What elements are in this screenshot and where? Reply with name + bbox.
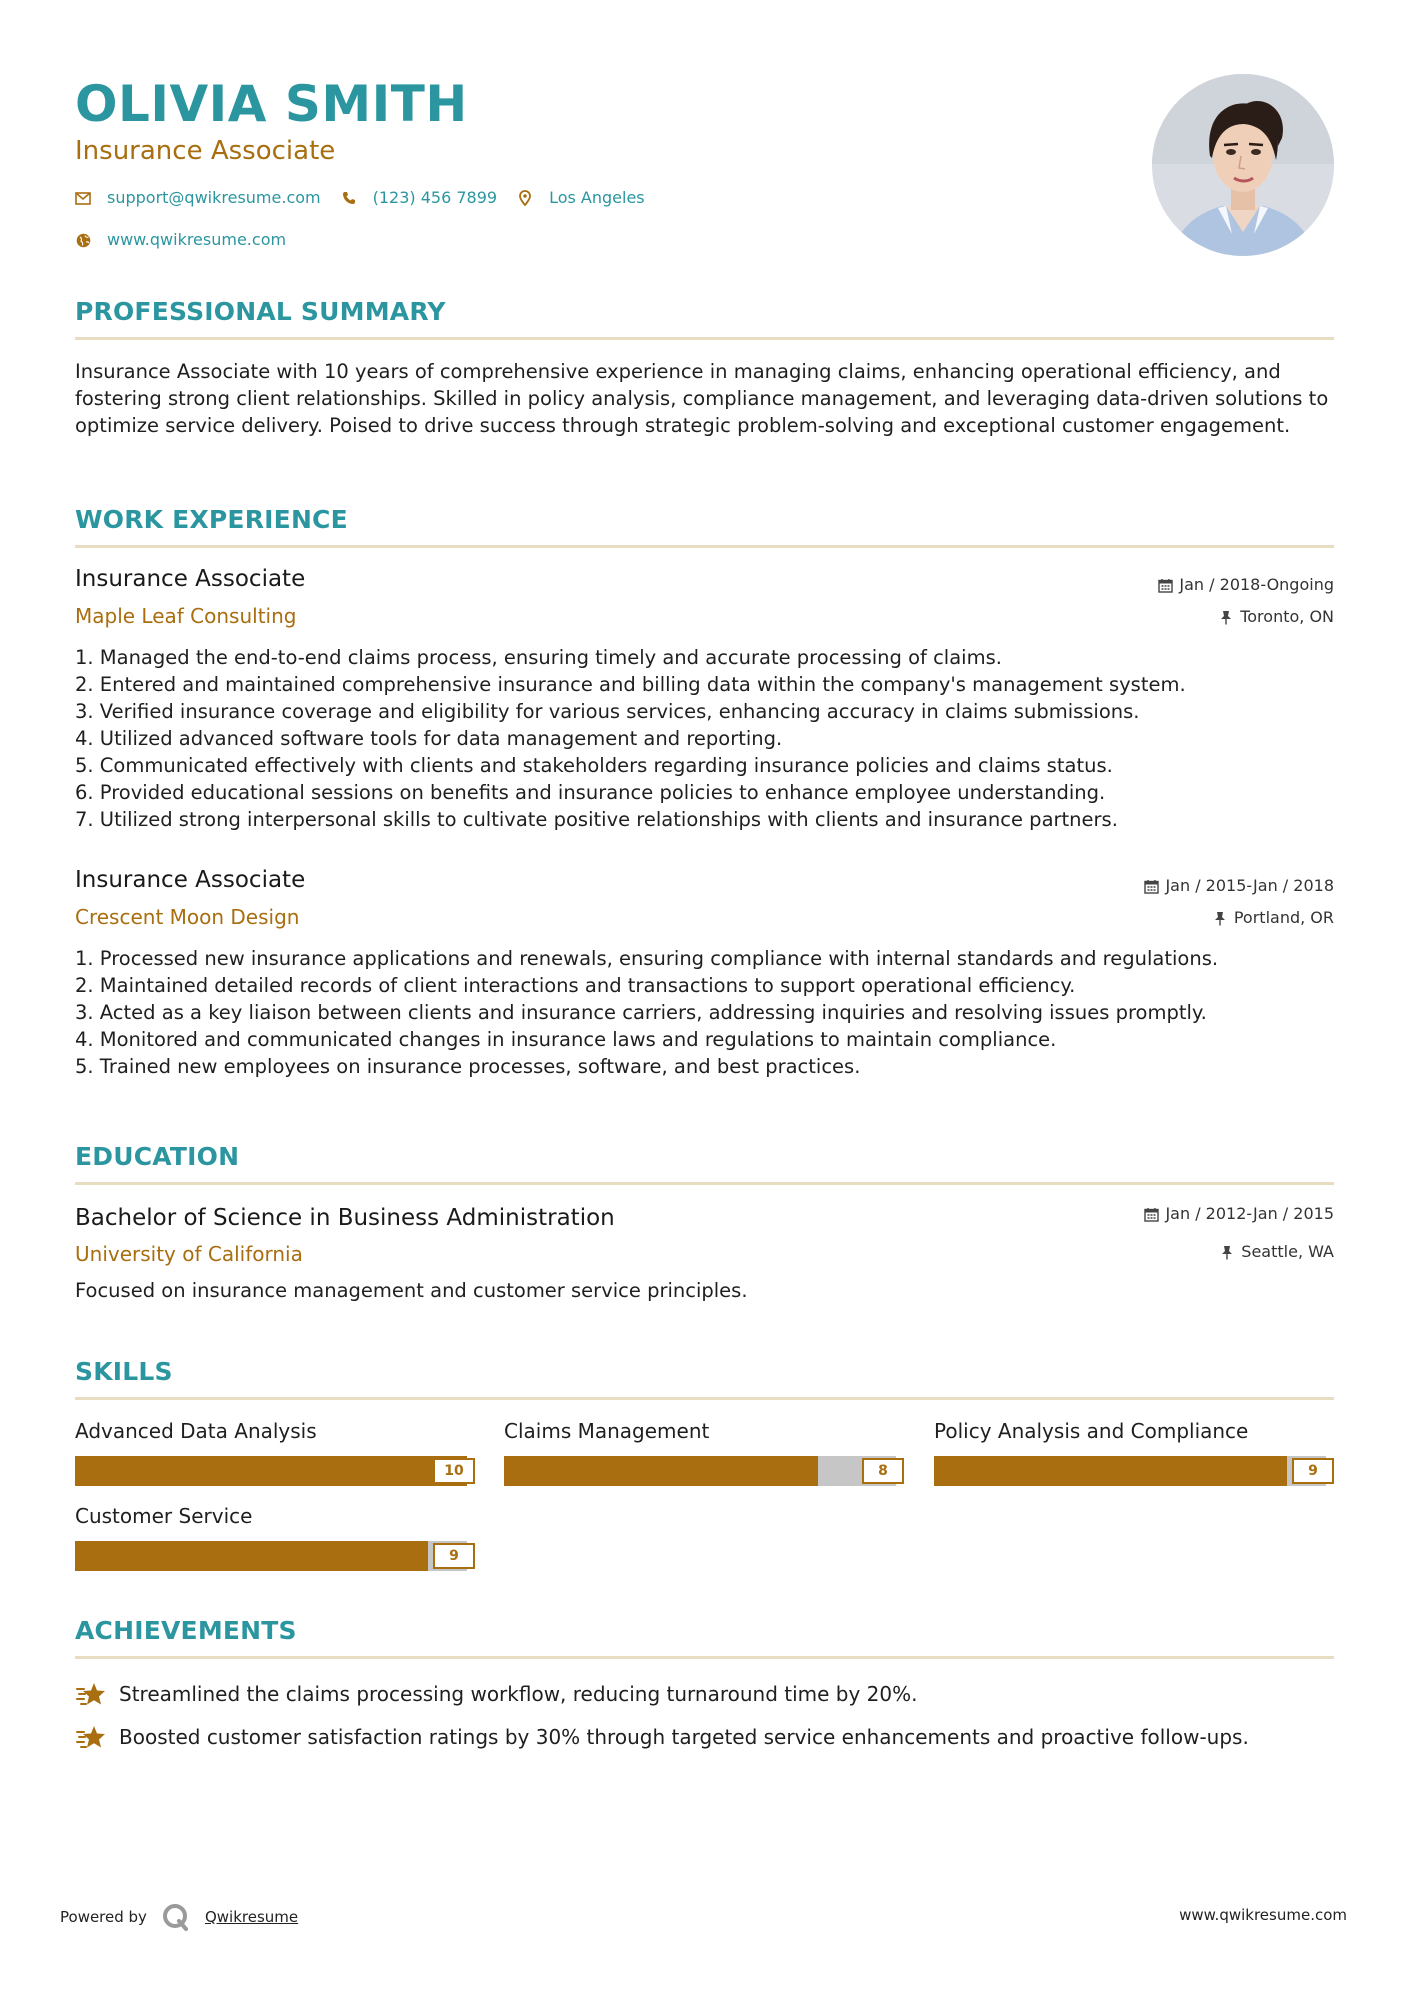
skill-bar-fill <box>75 1541 428 1571</box>
contact-row-secondary <box>75 229 306 251</box>
candidate-name: OLIVIA SMITH <box>75 75 468 133</box>
list-item: 1. Processed new insurance applications and renewals, ensuring compliance with internal standards and regulations. <box>75 947 1219 970</box>
skill-score-badge: 9 <box>433 1543 475 1569</box>
contact-row-primary <box>75 187 665 209</box>
phone-icon <box>341 190 357 206</box>
section-title-experience: WORK EXPERIENCE <box>75 505 348 534</box>
star-award-icon <box>75 1678 107 1710</box>
map-pin-icon <box>517 190 533 206</box>
job-dates <box>1157 574 1334 596</box>
education-degree: Bachelor of Science in Business Administration <box>75 1205 615 1231</box>
qwikresume-logo-icon <box>161 1902 191 1932</box>
website-link[interactable]: www.qwikresume.com <box>107 230 287 249</box>
job-location <box>1212 907 1334 929</box>
education-location-text: Seattle, WA <box>1241 1242 1334 1261</box>
job-dates-text: Jan / 2018-Ongoing <box>1179 575 1334 594</box>
skill-bar-fill <box>504 1456 818 1486</box>
skill-score-badge: 8 <box>862 1458 904 1484</box>
skill-score-badge: 9 <box>1292 1458 1334 1484</box>
education-description: Focused on insurance management and customer service principles. <box>75 1279 748 1302</box>
skill-bar <box>504 1456 904 1486</box>
section-title-summary: PROFESSIONAL SUMMARY <box>75 297 446 326</box>
skill-bar-fill <box>934 1456 1287 1486</box>
job-company: Crescent Moon Design <box>75 905 300 929</box>
star-award-icon <box>75 1721 107 1753</box>
calendar-icon <box>1143 878 1159 894</box>
education-dates <box>1143 1203 1334 1225</box>
achievement-text: Boosted customer satisfaction ratings by 30% through targeted service enhancements and proactive follow-ups. <box>119 1725 1249 1749</box>
list-item: 5. Communicated effectively with clients and stakeholders regarding insurance policies and claims status. <box>75 754 1113 777</box>
list-item: 5. Trained new employees on insurance processes, software, and best practices. <box>75 1055 861 1078</box>
powered-by-label: Powered by <box>60 1908 147 1926</box>
calendar-icon <box>1157 577 1173 593</box>
section-title-education: EDUCATION <box>75 1142 240 1171</box>
education-dates-text: Jan / 2012-Jan / 2015 <box>1165 1204 1334 1223</box>
skill-bar <box>934 1456 1334 1486</box>
education-location <box>1219 1241 1334 1263</box>
location: Los Angeles <box>549 188 645 207</box>
list-item: 4. Monitored and communicated changes in insurance laws and regulations to maintain compliance. <box>75 1028 1057 1051</box>
calendar-icon <box>1143 1206 1159 1222</box>
skill-name: Customer Service <box>75 1504 253 1528</box>
job-company: Maple Leaf Consulting <box>75 604 297 628</box>
footer-powered-by <box>60 1902 298 1932</box>
section-title-skills: SKILLS <box>75 1357 173 1386</box>
job-dates <box>1143 875 1334 897</box>
section-divider <box>75 1182 1334 1185</box>
skill-bar-fill <box>75 1456 467 1486</box>
achievement-item <box>75 1678 918 1710</box>
job-location-text: Portland, OR <box>1233 908 1334 927</box>
globe-icon <box>75 232 91 248</box>
education-school: University of California <box>75 1242 303 1266</box>
section-title-achievements: ACHIEVEMENTS <box>75 1616 297 1645</box>
list-item: 3. Acted as a key liaison between clients and insurance carriers, addressing inquiries and resolving issues promptly. <box>75 1001 1207 1024</box>
footer-brand-link[interactable]: Qwikresume <box>204 1908 299 1926</box>
list-item: 2. Maintained detailed records of client interactions and transactions to support operational efficiency. <box>75 974 1076 997</box>
pushpin-icon <box>1212 910 1228 926</box>
job-responsibilities <box>75 945 1337 1080</box>
achievement-item <box>75 1721 1249 1753</box>
skill-name: Advanced Data Analysis <box>75 1419 317 1443</box>
list-item: 7. Utilized strong interpersonal skills to cultivate positive relationships with clients and insurance partners. <box>75 808 1118 831</box>
job-responsibilities <box>75 644 1337 833</box>
job-dates-text: Jan / 2015-Jan / 2018 <box>1165 876 1334 895</box>
footer-website-link[interactable]: www.qwikresume.com <box>1179 1906 1347 1924</box>
job-role: Insurance Associate <box>75 566 306 592</box>
skill-name: Policy Analysis and Compliance <box>934 1419 1249 1443</box>
profile-photo <box>1152 74 1334 256</box>
pushpin-icon <box>1219 1244 1235 1260</box>
list-item: 2. Entered and maintained comprehensive insurance and billing data within the company's management system. <box>75 673 1186 696</box>
summary-text: Insurance Associate with 10 years of comprehensive experience in managing claims, enhancing operational efficiency, and fostering strong client relationships. Skilled in policy analysis, compliance management, and leveraging data-driven solutions to optimize service delivery. Poised to drive success through strategic problem-solving and exceptional customer engagement. <box>75 360 1329 437</box>
list-item: 6. Provided educational sessions on benefits and insurance policies to enhance employee understanding. <box>75 781 1106 804</box>
skill-bar <box>75 1456 475 1486</box>
phone-number: (123) 456 7899 <box>372 188 498 207</box>
section-divider <box>75 1656 1334 1659</box>
job-location <box>1218 606 1334 628</box>
achievement-text: Streamlined the claims processing workflow, reducing turnaround time by 20%. <box>119 1682 918 1706</box>
list-item: 3. Verified insurance coverage and eligibility for various services, enhancing accuracy in claims submissions. <box>75 700 1140 723</box>
skill-bar <box>75 1541 475 1571</box>
pushpin-icon <box>1218 609 1234 625</box>
envelope-icon <box>75 190 91 206</box>
list-item: 1. Managed the end-to-end claims process, ensuring timely and accurate processing of claims. <box>75 646 1002 669</box>
section-divider <box>75 545 1334 548</box>
section-divider <box>75 337 1334 340</box>
email-link[interactable]: support@qwikresume.com <box>107 188 321 207</box>
section-divider <box>75 1397 1334 1400</box>
candidate-title: Insurance Associate <box>75 136 336 166</box>
list-item: 4. Utilized advanced software tools for data management and reporting. <box>75 727 783 750</box>
job-role: Insurance Associate <box>75 867 306 893</box>
skill-score-badge: 10 <box>433 1458 475 1484</box>
skill-name: Claims Management <box>504 1419 710 1443</box>
job-location-text: Toronto, ON <box>1240 607 1334 626</box>
